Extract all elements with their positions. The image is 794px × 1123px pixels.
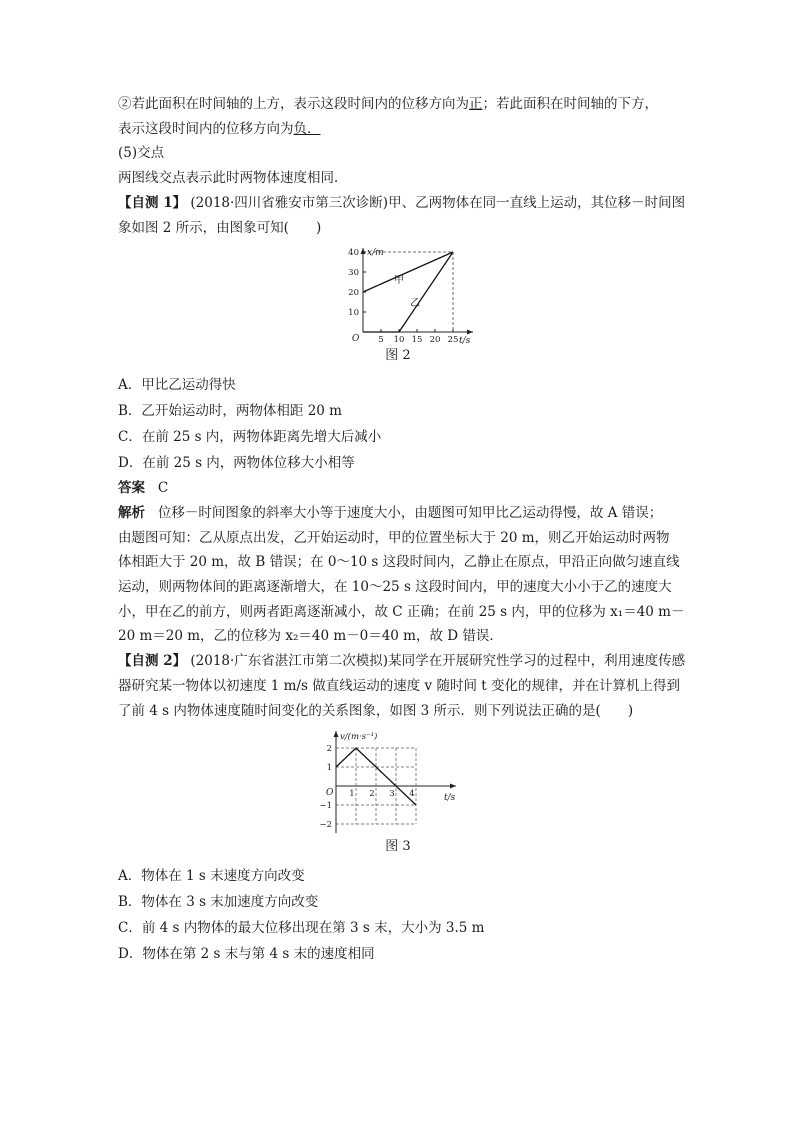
x-axis-arrow [467,330,473,335]
text: ②若此面积在时间轴的上方，表示这段时间内的位移方向为 [118,96,469,112]
text: ；若此面积在时间轴的下方， [482,96,658,112]
question-2-option-b: B．物体在 3 s 末加速度方向改变 [118,894,319,911]
question-1-analysis-line-1 [118,501,678,526]
y-tick-label: 20 [348,288,359,299]
question-text: (2018·广东省湛江市第二次模拟)某同学在开展研究性学习的过程中，利用速度传感 [190,653,686,670]
document-page [118,92,686,967]
analysis-label: 解析 [118,504,145,521]
x-tick-label: 20 [429,335,441,345]
question-1-analysis-line-3: 体相距大于 20 m，故 B 错误；在 0～10 s 这段时间内，乙静止在原点，甲沿正向做匀速直线 [118,554,680,571]
question-2-stem-line-1 [118,649,686,674]
answer-negative: 负． [293,120,321,137]
question-2-option-a: A．物体在 1 s 末速度方向改变 [118,868,305,885]
figure-3-chart [314,727,464,837]
x-tick-label: 15 [411,335,423,345]
x-tick-label: 10 [393,335,405,345]
question-1-option-b: B．乙开始运动时，两物体相距 20 m [118,403,342,420]
y-tick-label: 2 [326,744,332,755]
y-tick-label: 10 [348,308,359,319]
y-axis-label: v/(m·s⁻¹) [340,732,378,743]
text: 表示这段时间内的位移方向为 [118,120,294,137]
answer-value: C [157,480,169,497]
y-axis-label: x/m [367,248,384,259]
question-tag: 【自测 2】 [118,653,187,670]
question-1-stem-line-2: 象如图 2 所示，由图象可知( ) [118,219,322,236]
question-1-analysis-line-6: 20 m＝20 m，乙的位移为 x₂＝40 m－0＝40 m，故 D 错误． [118,628,503,645]
question-1-analysis-line-5: 小，甲在乙的前方，则两者距离逐渐减小，故 C 正确；在前 25 s 内，甲的位移为 x₁＝40 m－ [118,603,685,620]
question-2-stem-line-2: 器研究某一物体以初速度 1 m/s 做直线运动的速度 v 随时间 t 变化的规律，并在计算机上得到 [118,677,680,694]
answer-label: 答案 [118,480,145,497]
x-tick-label: 2 [369,789,375,800]
y-tick-label: 40 [348,248,359,259]
series-line [363,252,453,332]
figure-2 [118,240,678,344]
x-axis-arrow [450,784,456,789]
y-tick-label: 1 [326,763,332,774]
question-2-stem-line-3: 了前 4 s 内物体速度随时间变化的关系图象，如图 3 所示．则下列说法正确的是( ) [118,702,634,719]
series-line [336,748,416,805]
x-axis-label: t/s [459,336,471,345]
x-axis-label: t/s [444,793,456,804]
question-text: (2018·四川省雅安市第三次诊断)甲、乙两物体在同一直线上运动，其位移－时间图 [190,194,686,211]
series-label-yi: 乙 [410,298,420,310]
x-tick-label: 1 [349,789,355,800]
x-tick-label: 5 [378,335,384,345]
y-tick-label: −2 [319,820,332,831]
figure-3-caption: 图 3 [385,839,411,855]
x-tick-label: 4 [409,789,415,800]
figure-3 [118,723,678,835]
figure-2-chart [338,244,478,344]
paragraph-area-direction-2 [118,117,678,142]
origin-label: O [352,334,360,345]
x-tick-label: 25 [447,335,459,345]
question-tag: 【自测 1】 [118,194,187,211]
section-text-intersection: 两图线交点表示此时两物体速度相同． [118,170,348,187]
question-1-option-d: D．在前 25 s 内，两物体位移大小相等 [118,455,355,472]
y-tick-label: −1 [319,801,332,812]
figure-2-caption: 图 2 [385,348,411,364]
question-1-stem-line-1 [118,191,686,216]
question-2-option-c: C．前 4 s 内物体的最大位移出现在第 3 s 末，大小为 3.5 m [118,920,485,937]
x-tick-label: 3 [389,789,395,800]
question-1-option-a: A．甲比乙运动得快 [118,377,236,394]
section-title-intersection: (5)交点 [118,145,165,162]
question-2-option-d: D．物体在第 2 s 末与第 4 s 末的速度相同 [118,946,375,963]
origin-label: O [326,788,334,799]
analysis-text: 位移－时间图象的斜率大小等于速度大小，由题图可知甲比乙运动得慢，故 A 错误； [157,504,663,521]
y-axis-arrow [361,248,366,254]
question-1-analysis-line-4: 运动，则两物体间的距离逐渐增大，在 10～25 s 这段时间内，甲的速度大小小于乙的速度大 [118,579,672,596]
paragraph-area-direction-1 [118,92,678,117]
question-1-analysis-line-2: 由题图可知：乙从原点出发，乙开始运动时，甲的位置坐标大于 20 m，则乙开始运动时两物 [118,529,670,546]
y-tick-label: 30 [348,268,359,279]
question-1-option-c: C．在前 25 s 内，两物体距离先增大后减小 [118,429,382,446]
series-label-jia: 甲 [394,275,404,287]
answer-positive: 正 [469,96,483,112]
y-axis-arrow [334,731,339,737]
question-1-answer [118,476,678,501]
